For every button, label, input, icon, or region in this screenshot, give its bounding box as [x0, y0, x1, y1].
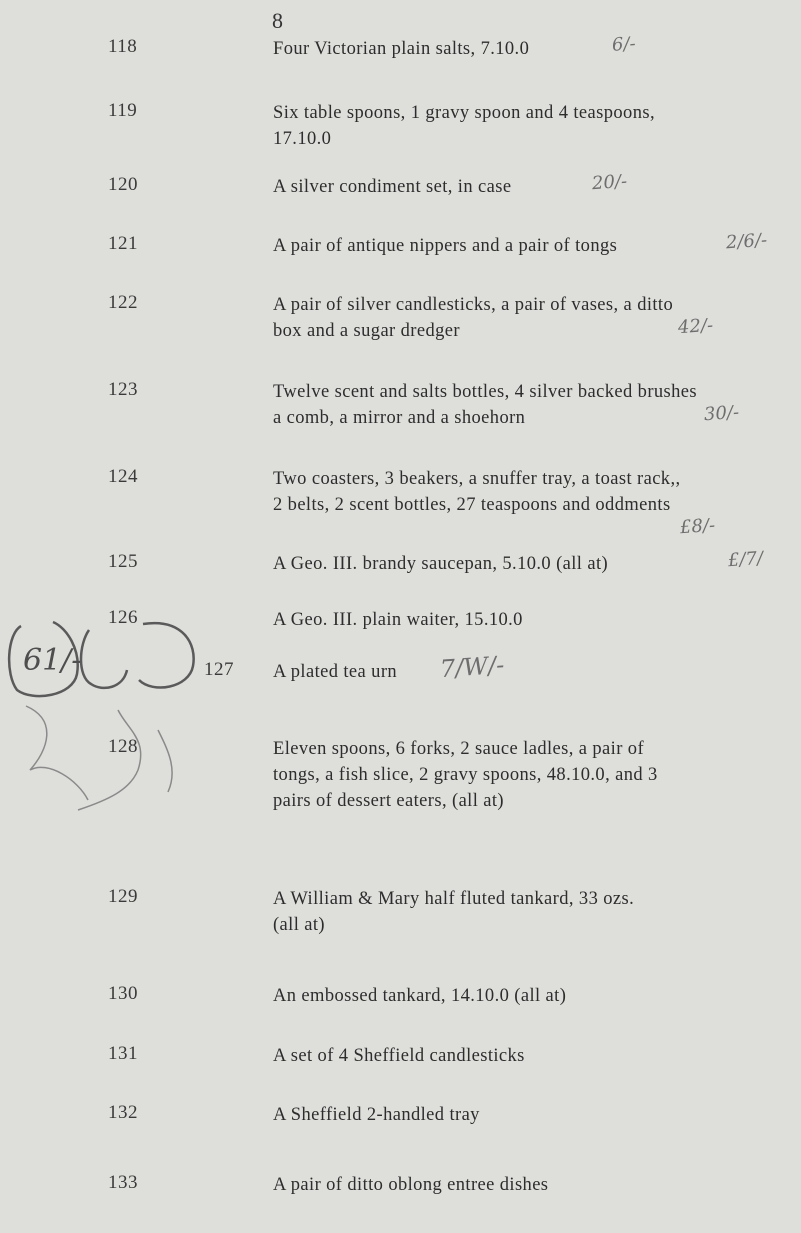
pencil-note: 7/W/-: [439, 650, 506, 684]
lot-number: 125: [108, 551, 138, 572]
lot-number: 129: [108, 886, 138, 907]
lot-description: An embossed tankard, 14.10.0 (all at): [273, 986, 567, 1006]
lot-description: A Geo. III. plain waiter, 15.10.0: [273, 610, 523, 630]
lot-number: 119: [108, 100, 138, 121]
lot-number: 122: [108, 292, 138, 313]
lot-number: 127: [204, 659, 234, 680]
lot-number: 118: [108, 36, 138, 57]
lot-description: Two coasters, 3 beakers, a snuffer tray, a toast rack,, 2 belts, 2 scent bottles, 27 teaspoons and oddments: [273, 469, 681, 515]
lot-description: A pair of antique nippers and a pair of tongs: [273, 236, 618, 256]
scribble-icon: [18, 700, 188, 820]
lot-description: A pair of ditto oblong entree dishes: [273, 1175, 549, 1195]
pencil-note: £8/-: [679, 514, 716, 539]
pencil-note: 42/-: [677, 314, 714, 339]
lot-number: 123: [108, 379, 138, 400]
lot-number: 126: [108, 607, 138, 628]
lot-description: Four Victorian plain salts, 7.10.0: [273, 39, 530, 59]
margin-pencil-stamp: [3, 614, 199, 700]
lot-description: A plated tea urn: [273, 662, 398, 682]
pencil-note: 30/-: [703, 401, 740, 426]
lot-number: 130: [108, 983, 138, 1004]
handwritten-stamp-icon: [3, 614, 199, 700]
lot-description: Eleven spoons, 6 forks, 2 sauce ladles, a pair of tongs, a fish slice, 2 gravy spoons, 48.10.0, and 3 pairs of dessert eaters, (all at): [273, 739, 658, 811]
lot-number: 124: [108, 466, 138, 487]
lot-number: 121: [108, 233, 138, 254]
pencil-note: 6/-: [611, 33, 637, 56]
lot-description: A pair of silver candlesticks, a pair of vases, a ditto box and a sugar dredger: [273, 295, 674, 341]
pencil-note: £/7/: [727, 547, 764, 572]
lot-description: A set of 4 Sheffield candlesticks: [273, 1046, 525, 1066]
margin-scribble: [18, 700, 188, 820]
lot-description: A silver condiment set, in case: [273, 177, 512, 197]
lot-number: 128: [108, 736, 138, 757]
lot-description: Six table spoons, 1 gravy spoon and 4 teaspoons, 17.10.0: [273, 103, 655, 149]
lot-description: A Geo. III. brandy saucepan, 5.10.0 (all at): [273, 554, 609, 574]
page-number: 8: [272, 8, 283, 33]
lot-description: A Sheffield 2-handled tray: [273, 1105, 480, 1125]
lot-description: Twelve scent and salts bottles, 4 silver backed brushes a comb, a mirror and a shoehorn: [273, 382, 698, 428]
lot-number: 131: [108, 1043, 138, 1064]
stamp-text: 61/-: [23, 643, 82, 678]
lot-number: 133: [108, 1172, 138, 1193]
lot-number: 132: [108, 1102, 138, 1123]
pencil-note: 2/6/-: [725, 229, 768, 254]
lot-number: 120: [108, 174, 138, 195]
pencil-note: 20/-: [591, 170, 628, 195]
lot-description: A William & Mary half fluted tankard, 33 ozs. (all at): [273, 889, 635, 935]
